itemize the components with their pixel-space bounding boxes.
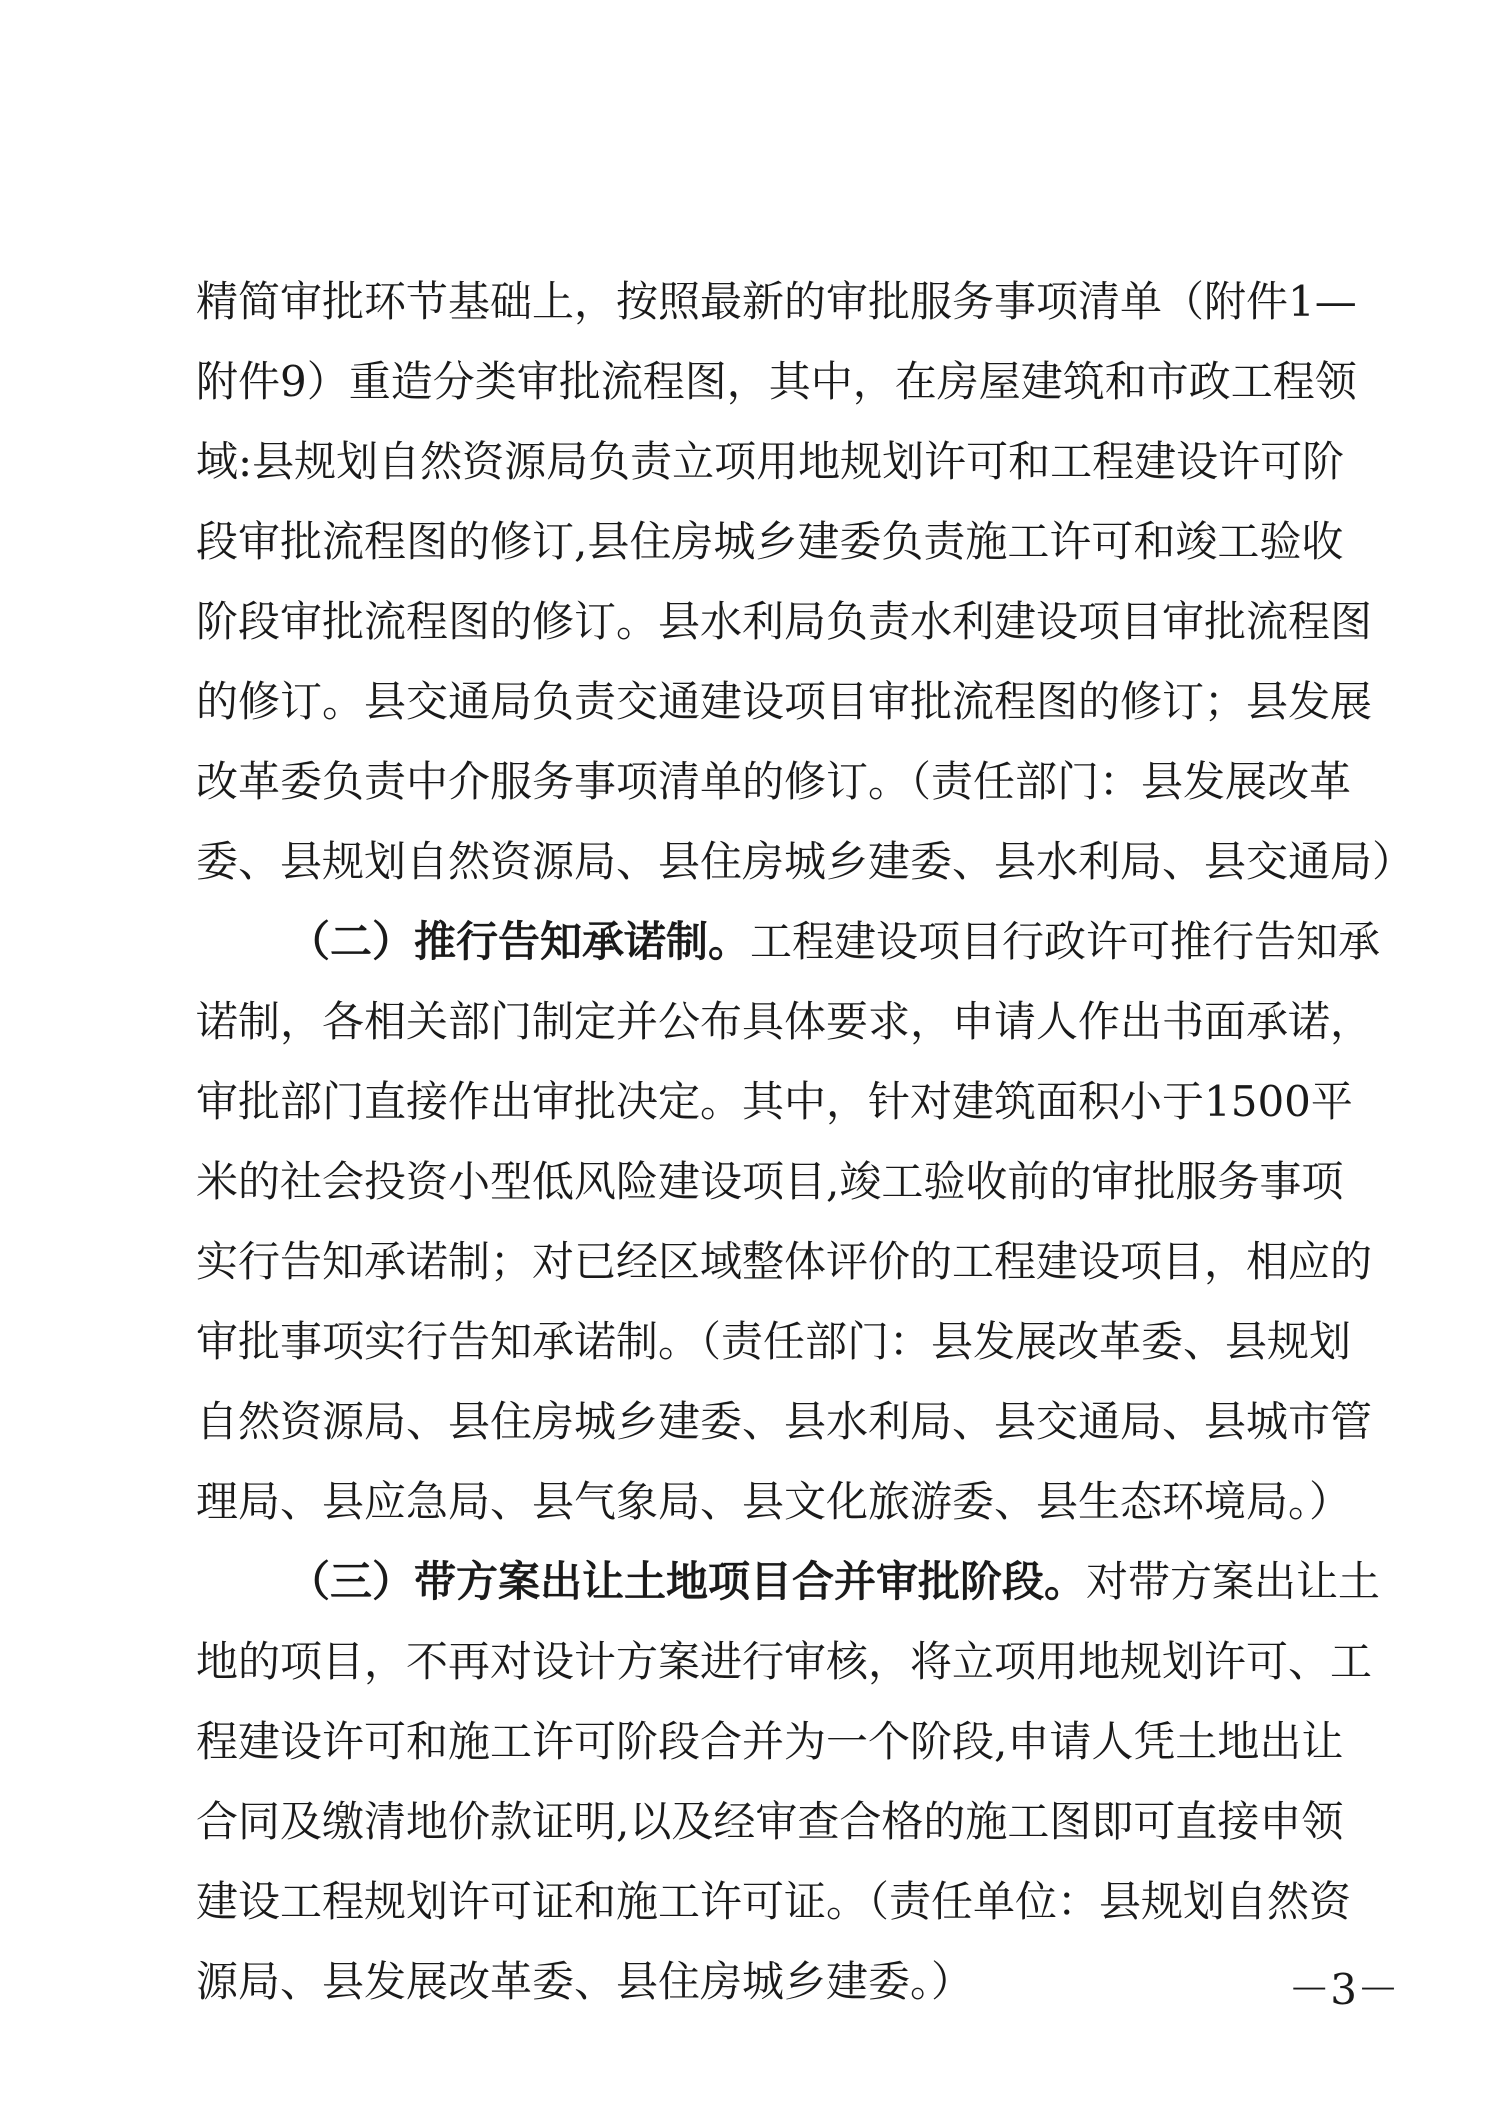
text-line: 审批事项实行告知承诺制。（责任部门：县发展改革委、县规划 xyxy=(196,1317,1352,1366)
text-line: 实行告知承诺制；对已经区域整体评价的工程建设项目，相应的 xyxy=(196,1237,1373,1286)
text-line: 米的社会投资小型低风险建设项目,竣工验收前的审批服务事项 xyxy=(196,1157,1344,1206)
text-line: 地的项目，不再对设计方案进行审核，将立项用地规划许可、工 xyxy=(196,1637,1373,1686)
text-line: 的修订。县交通局负责交通建设项目审批流程图的修订；县发展 xyxy=(196,677,1373,726)
text-line: 阶段审批流程图的修订。县水利局负责水利建设项目审批流程图 xyxy=(196,597,1373,646)
text-line: 附件9）重造分类审批流程图，其中，在房屋建筑和市政工程领 xyxy=(196,357,1357,406)
text-line: 源局、县发展改革委、县住房城乡建委。） xyxy=(196,1957,974,2006)
text-line: 精简审批环节基础上，按照最新的审批服务事项清单（附件1— xyxy=(196,277,1357,326)
paragraph-first-line xyxy=(288,1552,1381,1612)
text-line: 审批部门直接作出审批决定。其中，针对建筑面积小于1500平 xyxy=(196,1077,1353,1126)
text-line: 段审批流程图的修订,县住房城乡建委负责施工许可和竣工验收 xyxy=(196,517,1344,566)
text-line: 建设工程规划许可证和施工许可证。（责任单位：县规划自然资 xyxy=(196,1877,1352,1926)
text-line: 域:县规划自然资源局负责立项用地规划许可和工程建设许可阶 xyxy=(196,437,1345,486)
text-line: 诺制，各相关部门制定并公布具体要求，申请人作出书面承诺， xyxy=(196,997,1373,1046)
text-span: 工程建设项目行政许可推行告知承 xyxy=(750,917,1381,966)
paragraph-first-line xyxy=(288,912,1381,972)
text-line: 程建设许可和施工许可阶段合并为一个阶段,申请人凭土地出让 xyxy=(196,1717,1344,1766)
text-line: 自然资源局、县住房城乡建委、县水利局、县交通局、县城市管 xyxy=(196,1397,1373,1446)
text-span: 对带方案出让土 xyxy=(1086,1557,1381,1606)
page-number: －3－ xyxy=(1288,1965,1399,2014)
text-line: 合同及缴清地价款证明,以及经审查合格的施工图即可直接申领 xyxy=(196,1797,1344,1846)
text-line: 委、县规划自然资源局、县住房城乡建委、县水利局、县交通局） xyxy=(196,837,1415,886)
text-line: 改革委负责中介服务事项清单的修订。（责任部门：县发展改革 xyxy=(196,757,1352,806)
text-line: 理局、县应急局、县气象局、县文化旅游委、县生态环境局。） xyxy=(196,1477,1352,1526)
section-heading: （二）推行告知承诺制。 xyxy=(288,917,751,966)
section-heading: （三）带方案出让土地项目合并审批阶段。 xyxy=(288,1557,1087,1606)
